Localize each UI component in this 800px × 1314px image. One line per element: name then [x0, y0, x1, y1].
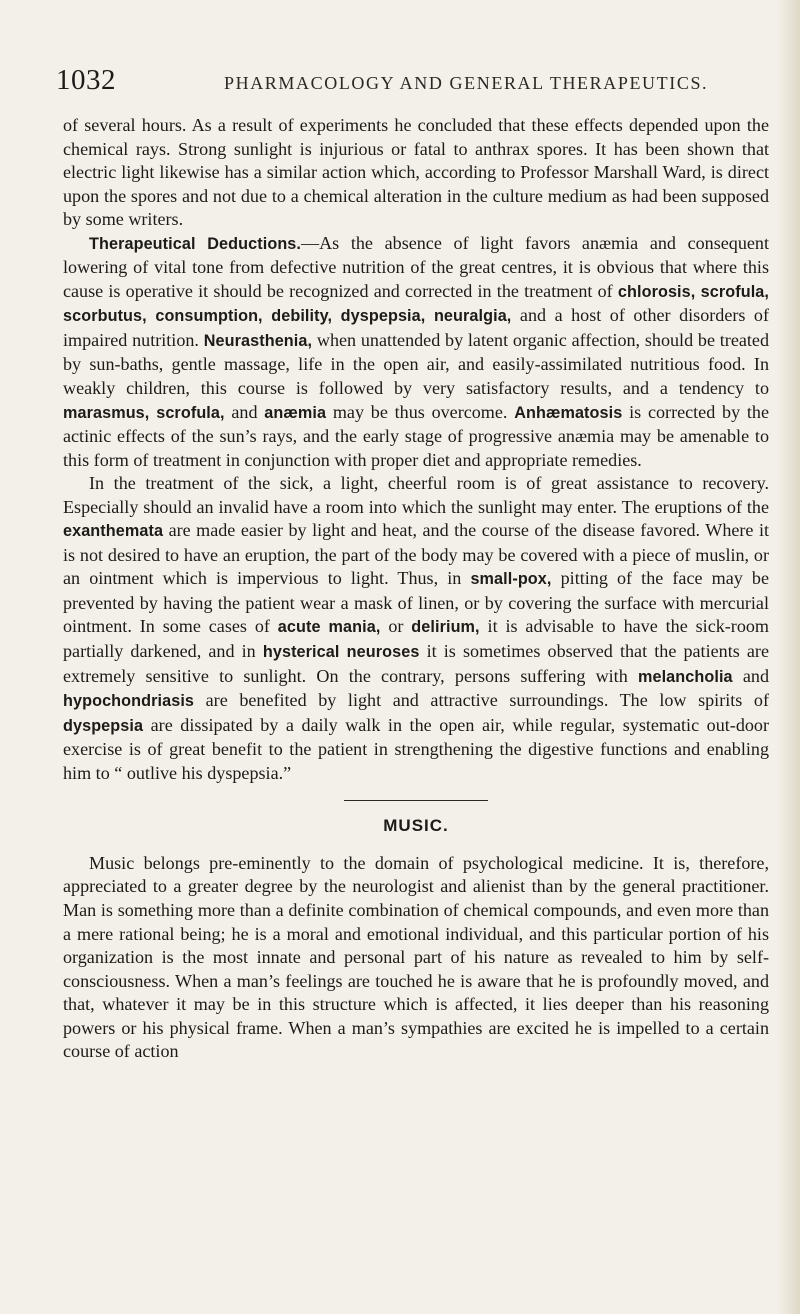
text-run: when unattended by latent organic affection, should be treated by sun-baths, gentle massage, life in the open air, and easily-assimilated nutritious food. In weakly children, this course is followed by very satisfactory results, and a tendency to — [63, 329, 769, 399]
text-run: are dissipated by a daily walk in the open air, while regular, systematic out-door exercise is of great benefit to the patient in strengthening the digestive functions and enabling him to “ outlive his dyspepsia.” — [63, 714, 769, 783]
text-run: In the treatment of the sick, a light, cheerful room is of great assistance to recovery. Especially should an invalid have a room into which the sunlight may enter. The eruptions of the — [63, 473, 769, 517]
text-run: pitting of the face may be prevented by having the patient wear a mask of linen, or by covering the surface with mercurial ointment. In some cases of — [63, 568, 770, 637]
bold-term: hysterical neuroses — [262, 643, 420, 662]
paragraph-music: Music belongs pre-eminently to the domain of psychological medicine. It is, therefore, appreciated to a greater degree by the neurologist and alienist than by the general practitioner. Man is something more than a definite combination of chemical compounds, and even more than a mere rational being; he is a moral and emotional individual, and this particular portion of his organization is the most innate and personal part of his nature as revealed to him by self-consciousness. When a man’s feelings are touched he is aware that he is profoundly moved, and that, whatever it may be in this structure which is affected, it lies deeper than his reasoning powers or his physical frame. When a man’s sympathies are excited he is impelled to a certain course of action — [63, 852, 769, 1062]
text-run: is corrected by the actinic effects of the sun’s rays, and the early stage of progressive anæmia may be amenable to this form of treatment in conjunction with proper diet and appropriate remedies. — [63, 401, 770, 470]
page-header — [56, 64, 776, 114]
book-page — [56, 64, 776, 1064]
text-run: of several hours. As a result of experiments he concluded that these effects depended upon the chemical rays. Strong sunlight is injurious or fatal to anthrax spores. It has been shown that electric light likewise has a similar action which, according to Professor Marshall Ward, is direct upon the spores and not due to a chemical alteration in the culture medium as had been supposed by some writers. — [63, 115, 769, 230]
page-number: 1032 — [56, 64, 116, 96]
section-title: MUSIC. — [383, 816, 449, 836]
bold-term: marasmus, scrofula, — [63, 403, 225, 422]
running-title: PHARMACOLOGY AND GENERAL THERAPEUTICS. — [224, 73, 709, 93]
paragraph-therapeutical-deductions — [63, 232, 769, 472]
bold-term: exanthemata — [63, 522, 164, 541]
bold-term: hypochondriasis — [63, 692, 195, 711]
body-text — [56, 114, 769, 1064]
bold-term: chlorosis, scrofula, scorbutus, consumption, debility, dyspepsia, neuralgia, — [63, 282, 769, 326]
text-run: —As the absence of light favors anæmia and consequent lowering of vital tone from defective nutrition of the great centres, it is obvious that where this cause is operative it should be recognized and corrected in the treatment of — [63, 232, 770, 301]
text-run: are made easier by light and heat, and the course of the disease favored. Where it is not desired to have an eruption, the part of the body may be covered with a piece of muslin, or an ointment which is impervious to light. Thus, in — [63, 520, 769, 589]
text-run: it is sometimes observed that the patients are extremely sensitive to sunlight. On the contrary, persons suffering with — [63, 641, 769, 686]
text-run: or — [380, 616, 412, 637]
text-run: it is advisable to have the sick-room partially darkened, and in — [63, 616, 770, 662]
page-edge-shadow — [778, 0, 800, 1314]
paragraph-continued — [63, 114, 769, 232]
bold-term: Anhæmatosis — [514, 403, 623, 422]
text-run: and — [224, 401, 265, 422]
bold-term: melancholia — [637, 667, 733, 686]
bold-term: dyspepsia — [63, 716, 144, 735]
section-divider — [344, 800, 488, 801]
text-run: may be thus overcome. — [326, 401, 515, 422]
bold-term: acute mania, — [277, 618, 381, 637]
text-run: and — [732, 665, 769, 686]
bold-term: Therapeutical Deductions. — [89, 234, 302, 253]
bold-term: delirium, — [411, 618, 480, 637]
bold-term: anæmia — [264, 403, 327, 422]
text-run: and a host of other disorders of impaired nutrition. — [63, 305, 769, 350]
text-run: are benefited by light and attractive surroundings. The low spirits of — [194, 690, 769, 711]
bold-term: Neurasthenia, — [203, 331, 313, 350]
bold-term: small-pox, — [470, 570, 552, 589]
paragraph-treatment-of-sick — [63, 472, 769, 785]
